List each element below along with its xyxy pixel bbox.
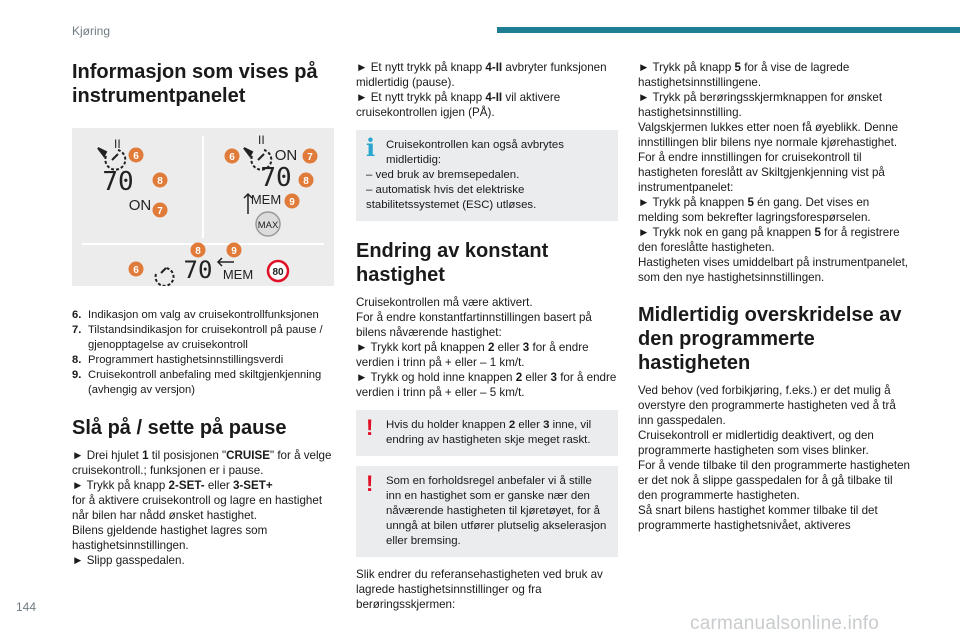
paragraph: Så snart bilens hastighet kommer tilbake til det programmerte hastighetsnivået, aktiveres bbox=[638, 504, 878, 532]
mem-label: MEM bbox=[222, 267, 254, 282]
legend-text: Tilstandsindikasjon for cruisekontroll på pause / gjenopptagelse av cruisekontroll bbox=[88, 324, 323, 351]
paragraph: Hastigheten vises umiddelbart på instrumentpanelet, som den nye hastighetsinnstillingen. bbox=[638, 256, 909, 284]
panel-bottom bbox=[129, 243, 289, 286]
memory-arrow-icon bbox=[218, 258, 234, 266]
text: " for å velge cruisekontroll.; funksjonen er i pause. bbox=[72, 449, 332, 477]
warning-icon: ! bbox=[366, 415, 374, 440]
badge-8-label: 8 bbox=[195, 246, 201, 257]
paragraph bbox=[72, 478, 334, 493]
paragraph: for å aktivere cruisekontroll og lagre en hastighet når bilen har nådd ønsket hastighet. bbox=[72, 494, 323, 522]
paragraph bbox=[356, 60, 618, 90]
paragraph: Valgskjermen lukkes etter noen få øyeblikk. Denne innstillingen blir bilens nye normale kjørehastighet. bbox=[638, 121, 899, 149]
text: for å endre verdien i trinn på + eller – 1 km/t. bbox=[356, 341, 589, 369]
paragraph: Bilens gjeldende hastighet lagres som hastighetsinnstillingen. bbox=[72, 524, 268, 552]
text: ► Et nytt trykk på knapp bbox=[356, 61, 486, 74]
paragraph bbox=[72, 448, 334, 478]
text: én gang. Det vises en melding som bekrefter lagringsforespørselen. bbox=[638, 196, 871, 224]
panel-right bbox=[225, 133, 318, 236]
paragraph: For å endre konstantfartinnstillingen basert på bilens nåværende hastighet: bbox=[356, 311, 592, 339]
text: inne, vil endring av hastigheten skje meget raskt. bbox=[386, 419, 592, 446]
text-bold: 2 bbox=[508, 419, 516, 431]
heading-temporary-override: Midlertidig overskridelse av den programmerte hastigheten bbox=[638, 304, 902, 374]
paragraph: ► Trykk på berøringsskjermknappen for ønsket hastighetsinnstilling. bbox=[638, 91, 883, 119]
text: ► Drei hjulet bbox=[72, 449, 143, 462]
text: for å registrere den foreslåtte hastigheten. bbox=[638, 226, 900, 254]
note-text bbox=[386, 418, 608, 448]
on-label: ON bbox=[274, 147, 298, 164]
text-bold: 2 bbox=[515, 371, 523, 384]
text-bold: 2-SET- bbox=[168, 479, 205, 492]
panel-left bbox=[98, 137, 168, 218]
instrument-panel-figure bbox=[72, 128, 334, 286]
text: eller bbox=[494, 341, 523, 354]
paragraph: Slik endrer du referansehastigheten ved bruk av lagrede hastighetsinnstillinger og fra berøringsskjermen: bbox=[356, 568, 603, 611]
change-speed-instructions bbox=[356, 295, 618, 400]
legend-number: 6. bbox=[72, 309, 82, 321]
text: til posisjonen " bbox=[148, 449, 227, 462]
paragraph bbox=[638, 225, 910, 255]
pause-symbol: II bbox=[258, 133, 265, 147]
note-text: Som en forholdsregel anbefaler vi å stille inn en hastighet som er ganske nær den nåværende hastigheten til kjøretøyet, for å unngå at bilen utfører plutselig akselerasjon eller bremsing. bbox=[386, 475, 607, 547]
heading-activate-pause: Slå på / sette på pause bbox=[72, 417, 287, 439]
legend-text: Cruisekontroll anbefaling med skiltgjenkjenning (avhengig av versjon) bbox=[88, 369, 322, 396]
paragraph bbox=[356, 340, 618, 370]
figure-legend bbox=[72, 308, 334, 398]
text-bold: 5 bbox=[734, 61, 741, 74]
paragraph: For å endre innstillingen for cruisekontroll til hastigheten foreslått av Skiltgjenkjenning vist på instrumentpanelet: bbox=[638, 151, 885, 194]
text-bold: CRUISE bbox=[226, 449, 270, 462]
legend-text: Indikasjon om valg av cruisekontrollfunksjonen bbox=[88, 309, 319, 321]
paragraph: Ved behov (ved forbikjøring, f.eks.) er det mulig å overstyre den programmerte hastigheten ved å trå inn gasspedalen. bbox=[638, 384, 896, 427]
warning-icon: ! bbox=[366, 471, 374, 496]
max-label: MAX bbox=[257, 220, 279, 231]
info-note bbox=[356, 130, 618, 221]
paragraph: For å vende tilbake til den programmerte hastigheten er det nok å slippe gasspedalen for å gå tilbake til den programmerte hastigheten. bbox=[638, 459, 910, 502]
text: for å vise de lagrede hastighetsinnstillingene. bbox=[638, 61, 850, 89]
watermark: carmanualsonline.info bbox=[690, 613, 880, 634]
legend-item bbox=[72, 368, 334, 398]
paragraph: Cruisekontroll er midlertidig deaktivert, og den programmerte hastigheten som vises blinker. bbox=[638, 429, 874, 457]
activate-instructions bbox=[72, 448, 334, 568]
column-1 bbox=[72, 60, 334, 568]
legend-number: 9. bbox=[72, 369, 82, 381]
on-label: ON bbox=[128, 197, 152, 214]
column-3 bbox=[638, 60, 910, 533]
text: ► Trykk kort på knappen bbox=[356, 341, 488, 354]
speed-limit-label: 80 bbox=[272, 267, 284, 278]
legend-number: 7. bbox=[72, 324, 82, 336]
text-bold: 4-II bbox=[485, 91, 503, 104]
paragraph bbox=[638, 195, 910, 225]
text-bold: 3 bbox=[522, 341, 530, 354]
section-header: Kjøring bbox=[72, 24, 111, 38]
badge-6-label: 6 bbox=[229, 152, 235, 163]
badge-9-label: 9 bbox=[231, 246, 237, 257]
warning-note bbox=[356, 466, 618, 557]
text-bold: 3 bbox=[543, 419, 550, 431]
pause-symbol: II bbox=[114, 137, 121, 151]
text-bold: 5 bbox=[747, 196, 754, 209]
text: eller bbox=[204, 479, 233, 492]
text: ► Et nytt trykk på knapp bbox=[356, 91, 486, 104]
legend-text: Programmert hastighetsinnstillingsverdi bbox=[88, 354, 284, 366]
text-bold: 1 bbox=[142, 449, 149, 462]
paragraph: ► Slipp gasspedalen. bbox=[72, 554, 185, 567]
page-number: 144 bbox=[16, 600, 37, 614]
heading-instrument-info: Informasjon som vises på instrumentpanelet bbox=[72, 61, 318, 107]
text-bold: 2 bbox=[487, 341, 495, 354]
paragraph: Cruisekontrollen må være aktivert. bbox=[356, 296, 533, 309]
text-bold: 3-SET+ bbox=[232, 479, 273, 492]
instrument-panel-illustration bbox=[72, 128, 334, 286]
note-text: – ved bruk av bremsepedalen. bbox=[366, 169, 520, 181]
note-text: Cruisekontrollen kan også avbrytes midlertidig: bbox=[386, 139, 564, 166]
legend-item bbox=[72, 308, 334, 323]
text: ► Trykk på knappen bbox=[638, 196, 748, 209]
legend-number: 8. bbox=[72, 354, 82, 366]
text: ► Trykk på knapp bbox=[638, 61, 735, 74]
legend-item bbox=[72, 323, 334, 353]
badge-9-label: 9 bbox=[289, 197, 295, 208]
text: Hvis du holder knappen bbox=[386, 419, 509, 431]
speed-value: 70 bbox=[260, 163, 292, 193]
badge-8-label: 8 bbox=[303, 176, 309, 187]
speed-value: 70 bbox=[183, 256, 213, 284]
text-bold: 5 bbox=[814, 226, 821, 239]
text: eller bbox=[515, 419, 544, 431]
paragraph bbox=[638, 60, 910, 90]
cruise-speedometer-icon bbox=[156, 268, 174, 286]
text: for å endre verdien i trinn på + eller – 5 km/t. bbox=[356, 371, 617, 399]
text: vil aktivere cruisekontrollen igjen (PÅ). bbox=[356, 91, 561, 119]
badge-6-label: 6 bbox=[133, 151, 139, 162]
text: eller bbox=[522, 371, 551, 384]
paragraph bbox=[356, 370, 618, 400]
text-bold: 3 bbox=[550, 371, 557, 384]
override-instructions bbox=[638, 383, 910, 533]
badge-8-label: 8 bbox=[157, 176, 163, 187]
paragraph bbox=[356, 90, 618, 120]
heading-change-speed: Endring av konstant hastighet bbox=[356, 240, 549, 286]
speed-value: 70 bbox=[102, 167, 134, 197]
text: ► Trykk og hold inne knappen bbox=[356, 371, 516, 384]
legend-item bbox=[72, 353, 334, 368]
header-accent-bar bbox=[497, 27, 960, 33]
badge-7-label: 7 bbox=[157, 206, 163, 217]
badge-7-label: 7 bbox=[307, 152, 313, 163]
text: ► Trykk på knapp bbox=[72, 479, 169, 492]
badge-6-label: 6 bbox=[133, 265, 139, 276]
text: avbryter funksjonen midlertidig (pause). bbox=[356, 61, 607, 89]
info-icon: i bbox=[366, 133, 376, 162]
mem-label: MEM bbox=[250, 192, 282, 207]
note-text: – automatisk hvis det elektriske stabilitetssystemet (ESC) utløses. bbox=[366, 184, 537, 211]
text: ► Trykk nok en gang på knappen bbox=[638, 226, 815, 239]
text-bold: 4-II bbox=[485, 61, 503, 74]
warning-note bbox=[356, 410, 618, 456]
column-2 bbox=[356, 60, 618, 612]
